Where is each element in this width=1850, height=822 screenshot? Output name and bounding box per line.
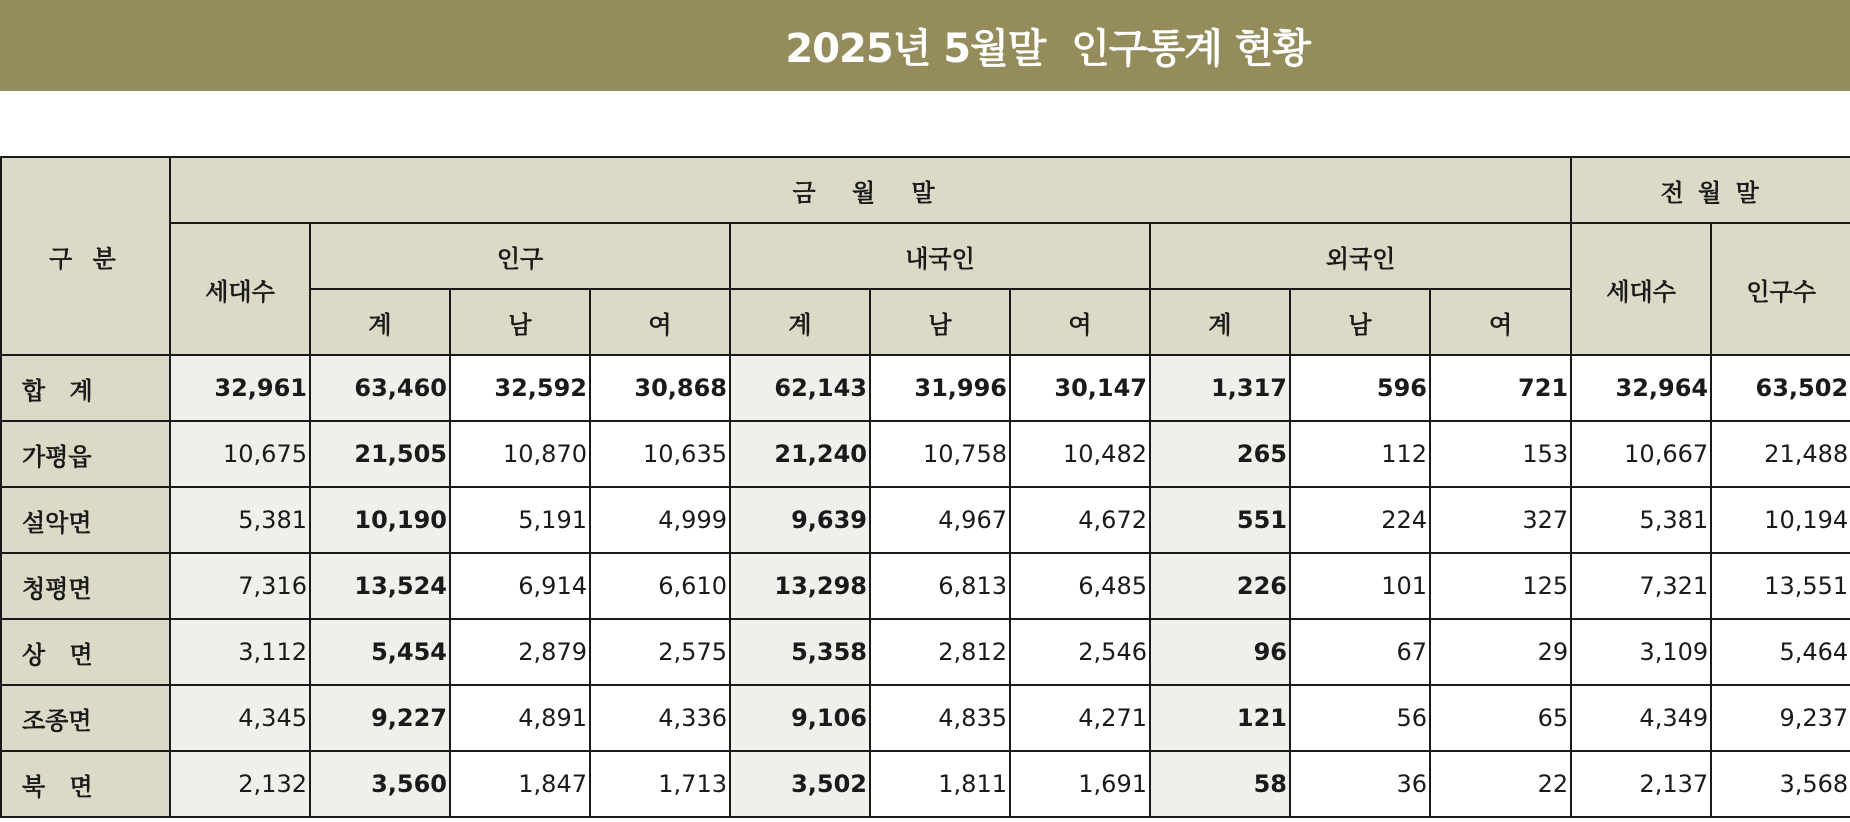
row-label: 북 면 bbox=[1, 751, 170, 817]
header-foreign-male: 남 bbox=[1290, 289, 1430, 355]
table-cell: 3,560 bbox=[310, 751, 450, 817]
table-cell: 62,143 bbox=[730, 355, 870, 421]
header-domestic-female: 여 bbox=[1010, 289, 1150, 355]
header-category: 구 분 bbox=[1, 157, 170, 355]
header-population: 인구 bbox=[310, 223, 730, 289]
table-cell: 3,109 bbox=[1571, 619, 1711, 685]
table-cell: 265 bbox=[1150, 421, 1290, 487]
table-cell: 10,667 bbox=[1571, 421, 1711, 487]
table-cell: 3,112 bbox=[170, 619, 310, 685]
table-cell: 9,639 bbox=[730, 487, 870, 553]
table-cell: 21,240 bbox=[730, 421, 870, 487]
table-cell: 13,551 bbox=[1711, 553, 1850, 619]
table-cell: 9,237 bbox=[1711, 685, 1850, 751]
table-cell: 5,464 bbox=[1711, 619, 1850, 685]
header-population-total: 계 bbox=[310, 289, 450, 355]
table-cell: 1,811 bbox=[870, 751, 1010, 817]
table-cell: 7,321 bbox=[1571, 553, 1711, 619]
row-label: 합 계 bbox=[1, 355, 170, 421]
table-row bbox=[1, 421, 1850, 487]
header-previous-month: 전 월 말 bbox=[1571, 157, 1850, 223]
table-cell: 125 bbox=[1430, 553, 1571, 619]
table-row bbox=[1, 487, 1850, 553]
table-cell: 2,132 bbox=[170, 751, 310, 817]
table-cell: 2,546 bbox=[1010, 619, 1150, 685]
table-cell: 6,485 bbox=[1010, 553, 1150, 619]
table-row bbox=[1, 685, 1850, 751]
table-cell: 224 bbox=[1290, 487, 1430, 553]
table-cell: 32,961 bbox=[170, 355, 310, 421]
header-prev-population: 인구수 bbox=[1711, 223, 1850, 355]
table-cell: 3,502 bbox=[730, 751, 870, 817]
header-domestic-male: 남 bbox=[870, 289, 1010, 355]
table-cell: 10,758 bbox=[870, 421, 1010, 487]
table-cell: 10,675 bbox=[170, 421, 310, 487]
table-cell: 5,454 bbox=[310, 619, 450, 685]
header-domestic-total: 계 bbox=[730, 289, 870, 355]
header-population-male: 남 bbox=[450, 289, 590, 355]
table-cell: 10,635 bbox=[590, 421, 730, 487]
header-current-month: 금 월 말 bbox=[170, 157, 1571, 223]
table-row bbox=[1, 751, 1850, 817]
table-cell: 10,190 bbox=[310, 487, 450, 553]
row-label: 가평읍 bbox=[1, 421, 170, 487]
header-foreign: 외국인 bbox=[1150, 223, 1571, 289]
table-cell: 6,610 bbox=[590, 553, 730, 619]
header-population-female: 여 bbox=[590, 289, 730, 355]
table-cell: 56 bbox=[1290, 685, 1430, 751]
table-cell: 4,345 bbox=[170, 685, 310, 751]
header-prev-households: 세대수 bbox=[1571, 223, 1711, 355]
table-cell: 101 bbox=[1290, 553, 1430, 619]
table-cell: 4,967 bbox=[870, 487, 1010, 553]
population-statistics-table bbox=[0, 156, 1850, 818]
table-row bbox=[1, 553, 1850, 619]
table-cell: 13,298 bbox=[730, 553, 870, 619]
header-foreign-total: 계 bbox=[1150, 289, 1290, 355]
table-cell: 1,713 bbox=[590, 751, 730, 817]
table-cell: 327 bbox=[1430, 487, 1571, 553]
table-cell: 721 bbox=[1430, 355, 1571, 421]
table-cell: 2,812 bbox=[870, 619, 1010, 685]
table-cell: 5,191 bbox=[450, 487, 590, 553]
table-cell: 32,964 bbox=[1571, 355, 1711, 421]
table-cell: 5,381 bbox=[1571, 487, 1711, 553]
table-cell: 4,349 bbox=[1571, 685, 1711, 751]
table-cell: 96 bbox=[1150, 619, 1290, 685]
table-cell: 2,879 bbox=[450, 619, 590, 685]
table-cell: 30,868 bbox=[590, 355, 730, 421]
table-cell: 6,914 bbox=[450, 553, 590, 619]
table-cell: 10,482 bbox=[1010, 421, 1150, 487]
table-cell: 5,358 bbox=[730, 619, 870, 685]
table-cell: 63,460 bbox=[310, 355, 450, 421]
table-cell: 58 bbox=[1150, 751, 1290, 817]
table-cell: 3,568 bbox=[1711, 751, 1850, 817]
table-cell: 112 bbox=[1290, 421, 1430, 487]
table-cell: 9,227 bbox=[310, 685, 450, 751]
table-row bbox=[1, 355, 1850, 421]
table-cell: 21,505 bbox=[310, 421, 450, 487]
table-cell: 596 bbox=[1290, 355, 1430, 421]
table-cell: 4,672 bbox=[1010, 487, 1150, 553]
header-domestic: 내국인 bbox=[730, 223, 1150, 289]
row-label: 청평면 bbox=[1, 553, 170, 619]
page-title: 2025년 5월말 인구통계 현황 bbox=[785, 26, 1310, 72]
table-cell: 10,870 bbox=[450, 421, 590, 487]
table-cell: 30,147 bbox=[1010, 355, 1150, 421]
table-row bbox=[1, 619, 1850, 685]
table-cell: 63,502 bbox=[1711, 355, 1850, 421]
header-foreign-female: 여 bbox=[1430, 289, 1571, 355]
row-label: 상 면 bbox=[1, 619, 170, 685]
table-cell: 36 bbox=[1290, 751, 1430, 817]
table-cell: 32,592 bbox=[450, 355, 590, 421]
table-cell: 4,891 bbox=[450, 685, 590, 751]
table-cell: 21,488 bbox=[1711, 421, 1850, 487]
row-label: 설악면 bbox=[1, 487, 170, 553]
table-cell: 29 bbox=[1430, 619, 1571, 685]
table-cell: 6,813 bbox=[870, 553, 1010, 619]
title-banner bbox=[0, 0, 1850, 91]
table-body bbox=[1, 355, 1850, 817]
table-cell: 31,996 bbox=[870, 355, 1010, 421]
table-cell: 2,575 bbox=[590, 619, 730, 685]
table-cell: 67 bbox=[1290, 619, 1430, 685]
table-cell: 5,381 bbox=[170, 487, 310, 553]
table-cell: 10,194 bbox=[1711, 487, 1850, 553]
row-label: 조종면 bbox=[1, 685, 170, 751]
table-cell: 1,691 bbox=[1010, 751, 1150, 817]
table-cell: 4,835 bbox=[870, 685, 1010, 751]
table-cell: 226 bbox=[1150, 553, 1290, 619]
table-cell: 153 bbox=[1430, 421, 1571, 487]
table-cell: 551 bbox=[1150, 487, 1290, 553]
table-cell: 4,271 bbox=[1010, 685, 1150, 751]
table-cell: 2,137 bbox=[1571, 751, 1711, 817]
table-cell: 1,317 bbox=[1150, 355, 1290, 421]
table-cell: 4,336 bbox=[590, 685, 730, 751]
table-cell: 13,524 bbox=[310, 553, 450, 619]
header-households: 세대수 bbox=[170, 223, 310, 355]
table-cell: 7,316 bbox=[170, 553, 310, 619]
table-cell: 1,847 bbox=[450, 751, 590, 817]
table-cell: 22 bbox=[1430, 751, 1571, 817]
table-cell: 9,106 bbox=[730, 685, 870, 751]
table-cell: 65 bbox=[1430, 685, 1571, 751]
table-cell: 4,999 bbox=[590, 487, 730, 553]
table-cell: 121 bbox=[1150, 685, 1290, 751]
